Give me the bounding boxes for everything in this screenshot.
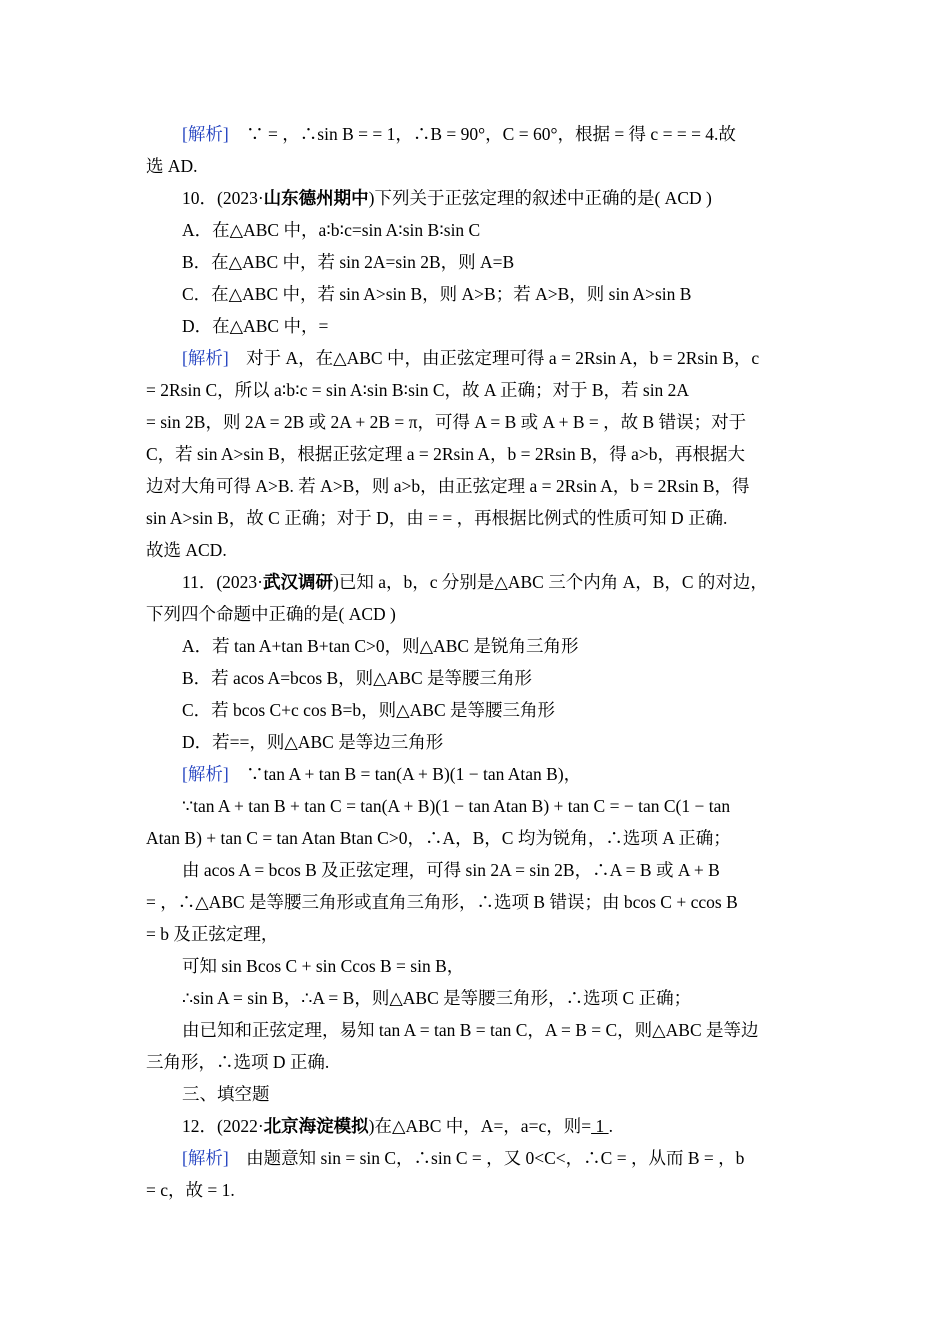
line-text: 由已知和正弦定理，易知 tan A = tan B = tan C，A = B = C，则△ABC 是等边 xyxy=(182,1020,759,1040)
text-line xyxy=(182,986,810,1010)
line-text: 三、填空题 xyxy=(182,1084,270,1104)
text-line xyxy=(146,442,810,466)
line-text: Atan B) + tan C = tan Atan Btan C>0，∴A，B，C 均为锐角，∴选项 A 正确； xyxy=(146,828,731,848)
line-text: = ，∴△ABC 是等腰三角形或直角三角形，∴选项 B 错误；由 bcos C + ccos B xyxy=(146,892,738,912)
text-line xyxy=(146,922,810,946)
option-a xyxy=(182,218,810,242)
line-text: )已知 a，b，c 分别是△ABC 三个内角 A，B，C 的对边， xyxy=(333,572,768,592)
analysis-tag: [解析] xyxy=(182,764,229,784)
line-text: = c，故 = 1. xyxy=(146,1180,235,1200)
option-a xyxy=(182,634,810,658)
question-number: 11．(2023· xyxy=(182,572,264,592)
line-text: A．若 tan A+tan B+tan C>0，则△ABC 是锐角三角形 xyxy=(182,636,579,656)
line-text: B．若 acos A=bcos B，则△ABC 是等腰三角形 xyxy=(182,668,532,688)
line-text: 三角形，∴选项 D 正确. xyxy=(146,1052,330,1072)
line-text: sin A>sin B，故 C 正确；对于 D，由 = = ，再根据比例式的性质可知 D 正确. xyxy=(146,508,728,528)
line-text: 由题意知 sin = sin C，∴sin C = ，又 0<C<，∴C = ，从而 B = ，b xyxy=(228,1148,745,1168)
question-number: 10．(2023· xyxy=(182,188,264,208)
question-number: 12．(2022· xyxy=(182,1116,264,1136)
line-text: ∵ = ，∴sin B = = 1，∴B = 90°，C = 60°，根据 = 得 c = = = 4.故 xyxy=(228,124,736,144)
question-source: 山东德州期中 xyxy=(263,188,369,208)
line-text: 对于 A，在△ABC 中，由正弦定理可得 a = 2Rsin A，b = 2Rsin B，c xyxy=(228,348,760,368)
line-text: )下列关于正弦定理的叙述中正确的是( ACD ) xyxy=(368,188,712,208)
line-text: 边对大角可得 A>B. 若 A>B，则 a>b，由正弦定理 a = 2Rsin A，b = 2Rsin B，得 xyxy=(146,476,750,496)
line-end: . xyxy=(608,1116,613,1136)
line-text: ∵tan A + tan B = tan(A + B)(1 − tan Atan B)， xyxy=(228,764,582,784)
line-text: = sin 2B，则 2A = 2B 或 2A + 2B = π，可得 A = B 或 A + B = ，故 B 错误；对于 xyxy=(146,412,747,432)
line-text: D．若==，则△ABC 是等边三角形 xyxy=(182,732,444,752)
text-line xyxy=(146,154,810,178)
text-line xyxy=(146,474,810,498)
line-text: 可知 sin Bcos C + sin Ccos B = sin B， xyxy=(182,956,465,976)
line-text: ∴sin A = sin B，∴A = B，则△ABC 是等腰三角形，∴选项 C 正确； xyxy=(182,988,692,1008)
line-text: A．在△ABC 中，a∶b∶c=sin A∶sin B∶sin C xyxy=(182,220,481,240)
question-source: 武汉调研 xyxy=(263,572,334,592)
text-line xyxy=(146,506,810,530)
solution-line xyxy=(182,1146,810,1170)
analysis-tag: [解析] xyxy=(182,124,229,144)
line-text: 下列四个命题中正确的是( ACD ) xyxy=(146,604,396,624)
question-source: 北京海淀模拟 xyxy=(263,1116,369,1136)
line-text: C．若 bcos C+c cos B=b，则△ABC 是等腰三角形 xyxy=(182,700,555,720)
line-text: 由 acos A = bcos B 及正弦定理，可得 sin 2A = sin 2B，∴A = B 或 A + B xyxy=(182,860,720,880)
option-c xyxy=(182,282,810,306)
answer-blank: 1 xyxy=(591,1116,609,1136)
section-heading xyxy=(182,1082,810,1106)
text-line xyxy=(146,1178,810,1202)
analysis-tag: [解析] xyxy=(182,348,229,368)
line-text: C，若 sin A>sin B，根据正弦定理 a = 2Rsin A，b = 2Rsin B，得 a>b，再根据大 xyxy=(146,444,746,464)
line-text: = b 及正弦定理， xyxy=(146,924,279,944)
solution-line xyxy=(182,346,810,370)
text-line xyxy=(182,794,810,818)
question-stem xyxy=(182,570,810,594)
line-text: = 2Rsin C，所以 a∶b∶c = sin A∶sin B∶sin C，故 A 正确；对于 B，若 sin 2A xyxy=(146,380,690,400)
line-text: 选 AD. xyxy=(146,156,198,176)
text-line xyxy=(146,410,810,434)
text-line xyxy=(146,538,810,562)
option-b xyxy=(182,250,810,274)
text-line xyxy=(146,378,810,402)
option-d xyxy=(182,314,810,338)
text-line xyxy=(182,858,810,882)
text-line xyxy=(146,826,810,850)
text-line xyxy=(146,1050,810,1074)
solution-line xyxy=(182,122,810,146)
line-text: B．在△ABC 中，若 sin 2A=sin 2B，则 A=B xyxy=(182,252,515,272)
question-stem xyxy=(182,186,810,210)
option-b xyxy=(182,666,810,690)
line-text: C．在△ABC 中，若 sin A>sin B，则 A>B；若 A>B，则 sin A>sin B xyxy=(182,284,692,304)
question-stem xyxy=(182,1114,810,1138)
line-text: ∵tan A + tan B + tan C = tan(A + B)(1 − tan Atan B) + tan C = − tan C(1 − tan xyxy=(182,796,731,816)
option-d xyxy=(182,730,810,754)
text-line xyxy=(146,890,810,914)
text-line xyxy=(146,602,810,626)
line-text: 故选 ACD. xyxy=(146,540,227,560)
line-text: D．在△ABC 中，= xyxy=(182,316,329,336)
text-line xyxy=(182,954,810,978)
option-c xyxy=(182,698,810,722)
text-line xyxy=(182,1018,810,1042)
line-text: )在△ABC 中，A=，a=c，则= xyxy=(368,1116,592,1136)
solution-line xyxy=(182,762,810,786)
analysis-tag: [解析] xyxy=(182,1148,229,1168)
